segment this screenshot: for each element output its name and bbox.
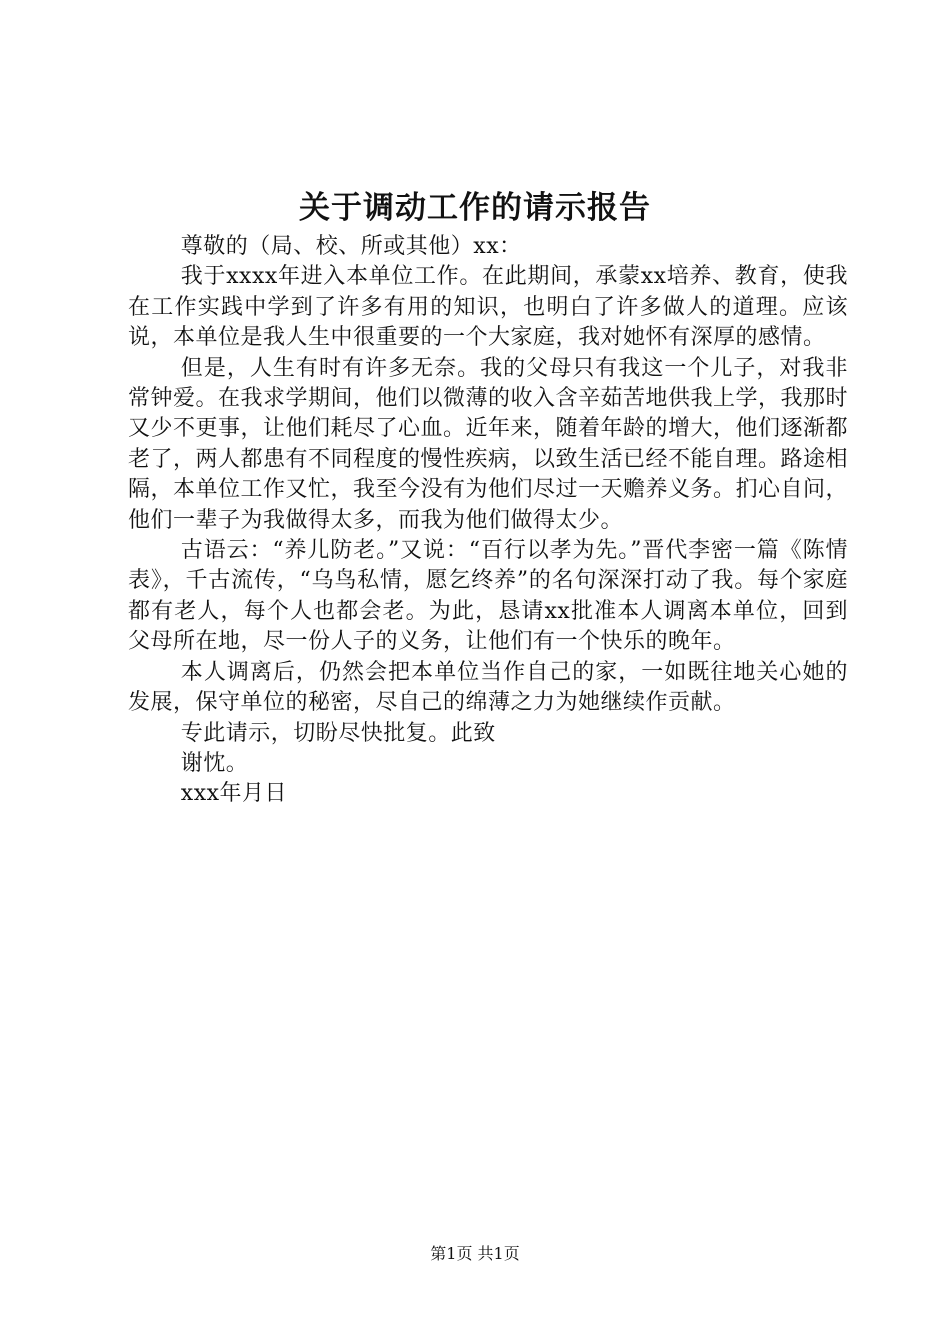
paragraph-4: 本人调离后，仍然会把本单位当作自己的家，一如既往地关心她的发展，保守单位的秘密，尽自己的绵薄之力为她继续作贡献。 (128, 659, 848, 716)
document-body (128, 232, 848, 810)
document-title: 关于调动工作的请示报告 (299, 190, 651, 226)
paragraph-1: 我于xxxx年进入本单位工作。在此期间，承蒙xx培养、教育，使我在工作实践中学到了许多有用的知识，也明白了许多做人的道理。应该说，本单位是我人生中很重要的一个大家庭，我对她怀有深厚的感情。 (128, 264, 848, 351)
closing-line: 专此请示，切盼尽快批复。此致 (180, 720, 496, 746)
salutation: 尊敬的（局、校、所或其他）xx： (180, 234, 522, 259)
paragraph-2: 但是，人生有时有许多无奈。我的父母只有我这一个儿子，对我非常钟爱。在我求学期间，他们以微薄的收入含辛茹苦地供我上学，我那时又少不更事，让他们耗尽了心血。近年来，随着年龄的增大，他们逐渐都老了，两人都患有不同程度的慢性疾病，以致生活已经不能自理。路途相隔，本单位工作又忙，我至今没有为他们尽过一天赡养义务。扪心自问，他们一辈子为我做得太多，而我为他们做得太少。 (128, 355, 849, 533)
page-footer: 第1页 共1页 (430, 1244, 520, 1263)
paragraph-3: 古语云：“养儿防老。”又说：“百行以孝为先。”晋代李密一篇《陈情表》，千古流传，“乌鸟私情，愿乞终养”的名句深深打动了我。每个家庭都有老人，每个人也都会老。为此，恳请xx批准本人调离本单位，回到父母所在地，尽一份人子的义务，让他们有一个快乐的晚年。 (128, 538, 848, 655)
thanks-line: 谢忱。 (180, 750, 249, 776)
signature-date: xxx年月日 (180, 781, 288, 807)
